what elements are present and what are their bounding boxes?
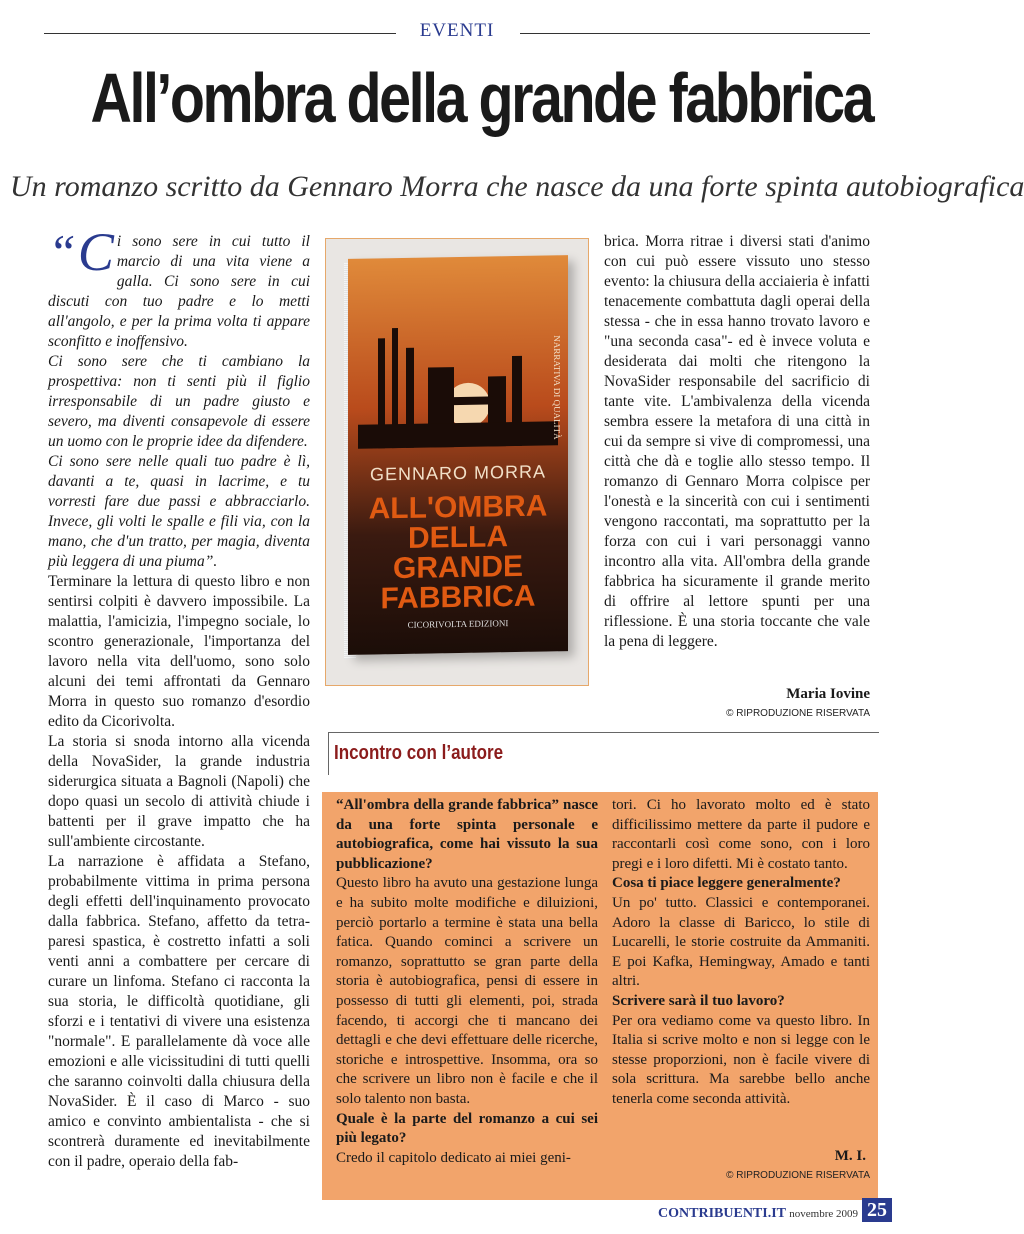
magazine-name: CONTRIBUENTI.IT [658,1206,786,1221]
section-label: EVENTI [419,20,495,41]
factory-silhouette-icon [358,325,558,448]
interview-question-1: “All'ombra della grande fabbrica” nasce da una forte spinta personale e autobiografica, come hai vissuto la sua pubblicazione? [336,797,598,872]
book-author: GENNARO MORRA [369,461,546,485]
article-paragraph-3: La narrazione è affidata a Stefano, probabilmente vittima in prima persona degli effetti dell'inquinamento provocato dalla fabbrica. Stefano, affetto da tetra-paresi spastica, è costretto infatti a soli venti anni a combattere per cercare di curare un linfoma. Stefano ci racconta la sua storia, le difficoltà quotidiane, gli sforzi e i tentativi di vivere una esistenza "normale". E parallelamente dà voce alle emozioni e alle vicissitudini di tutti quelli che saranno coinvolti dalla chiusura della NovaSider. È il caso di Marco - suo amico e convinto ambientalista - che si scontrerà duramente ed inevitabilmente con il padre, operaio della fab- [48,853,310,1170]
article-column-right [604,232,870,652]
interview-question-4: Scrivere sarà il tuo lavoro? [612,992,785,1009]
article-paragraph-4: brica. Morra ritrae i diversi stati d'animo con cui può essere vissuto uno stesso evento: la chiusura della acciaieria è infatti tenacemente combattuta dagli operai della stessa - che in essa hanno trovato lavoro e "una seconda casa"- ed è invece voluta e desiderata dai molti che ritengono la NovaSider responsabile del sacrificio di tante vite. L'ambivalenza della vicenda sembra essere la metafora di una città in cui da sempre si vive di compromessi, una città che dà e toglie allo stesso tempo. Il romanzo di Gennaro Morra colpisce per l'onestà e la sincerità con cui i sentimenti vengono raccontati, ma soprattutto per la forza con cui i vari personaggi vanno incontro alla vita. All'ombra della grande fabbrica ha sicuramente il grande merito di offrire al lettore spunti per una riflessione. È una storia toccante che vale la pena di leggere. [604,233,870,650]
interview-initials: M. I. [834,1148,866,1164]
footer-magazine [658,1206,858,1222]
book-series: NARRATIVA DI QUALITÀ [552,335,562,440]
interview-answer-2-start: Credo il capitolo dedicato ai miei geni- [336,1149,571,1166]
page-number: 25 [862,1198,892,1222]
book-title-line-2: DELLA GRANDE [392,520,523,586]
book-title-line-3: FABBRICA [380,579,536,616]
article-paragraph-1: Terminare la lettura di questo libro e non sentirsi colpiti è davvero impossibile. La malattia, l'amicizia, l'impegno sociale, lo scontro generazionale, l'importanza del lavoro nella vita dell'uomo, sono solo alcuni dei temi affrontati da Gennaro Morra in questo suo romanzo d'esordio edito da Cicorivolta. [48,573,310,730]
article-signature: Maria Iovine [786,686,870,702]
article-column-left [48,222,310,1172]
issue-date: novembre 2009 [789,1208,858,1220]
opening-quote [48,222,310,352]
subtitle: Un romanzo scritto da Gennaro Morra che nasce da una forte spinta autobiografica [10,170,1024,203]
book-publisher: CICORIVOLTA EDIZIONI [407,618,509,630]
article-rights: © RIPRODUZIONE RISERVATA [726,708,870,719]
book-cover [348,255,568,655]
interview-rights: © RIPRODUZIONE RISERVATA [726,1170,870,1181]
interview-answer-3: Un po' tutto. Classici e contemporanei. Adoro la classe di Baricco, lo stile di Lucarelli, le storie costruite da Ammaniti. E poi Kafka, Hemingway, Amado e tanti altri. [612,894,870,990]
interview-title: Incontro con l’autore [334,742,504,764]
quote-mark: “ [48,224,76,280]
interview-question-2: Quale è la parte del romanzo a cui sei più legato? [336,1110,598,1147]
interview-answer-2-end: tori. Ci ho lavorato molto ed è stato difficilissimo mettere da parte il pudore e raccontarli così come sono, con i loro pregi e i loro difetti. Mi è costato tanto. [612,797,870,872]
quote-paragraph-2: Ci sono sere che ti cambiano la prospettiva: non ti senti più il figlio irresponsabile di un padre giusto e severo, ma diventi consapevole di essere un uomo con le proprie idee da difendere. [48,353,310,450]
quote-paragraph-3: Ci sono sere nelle quali tuo padre è lì, davanti a te, quasi in lacrime, e tu vorresti fare due passi e abbracciarlo. Invece, gli volti le spalle e fili via, con la mano, che d'un tratto, per magia, diventa più leggera di una piuma”. [48,453,310,570]
interview-column-left [336,796,598,1168]
book-photo [325,238,589,686]
interview-answer-4: Per ora vediamo come va questo libro. In Italia si scrive molto e non si legge con le stesse proporzioni, non è facile vivere di sola scrittura. Ma sarebbe bello anche tenerla come seconda attività. [612,1012,870,1107]
book-title [354,491,562,615]
dropcap: C [77,222,114,282]
interview-column-right [612,796,870,1110]
headline: All’ombra della grande fabbrica [90,59,873,137]
interview-question-3: Cosa ti piace leggere generalmente? [612,875,841,892]
quote-paragraph-1: i sono sere in cui tutto il marcio di una vita viene a galla. Ci sono sere in cui discuti con tuo padre e lo metti all'angolo, e per la prima volta ti appare sconfitto e inoffensivo. [48,233,310,350]
book-title-line-1: ALL'OMBRA [368,489,548,526]
article-paragraph-2: La storia si snoda intorno alla vicenda della NovaSider, la grande industria siderurgica situata a Bagnoli (Napoli) che dopo quasi un secolo di attività chiude i battenti per il grave impatto che ha sull'ambiente circostante. [48,733,310,850]
interview-answer-1: Questo libro ha avuto una gestazione lunga e ha subito molte modifiche e diluizioni, perciò portarlo a termine è stata una bella fatica. Quando cominci a scrivere un romanzo, soprattutto se gran parte della storia è autobiografica, pensi di essere in possesso di tutti gli elementi, poi, strada facendo, ti accorgi che ti mancano dei dettagli e che devi effettuare delle ricerche, storiche e introspettive. Insomma, ora so che scrivere un libro non è facile e che il solo talento non basta. [336,875,598,1107]
